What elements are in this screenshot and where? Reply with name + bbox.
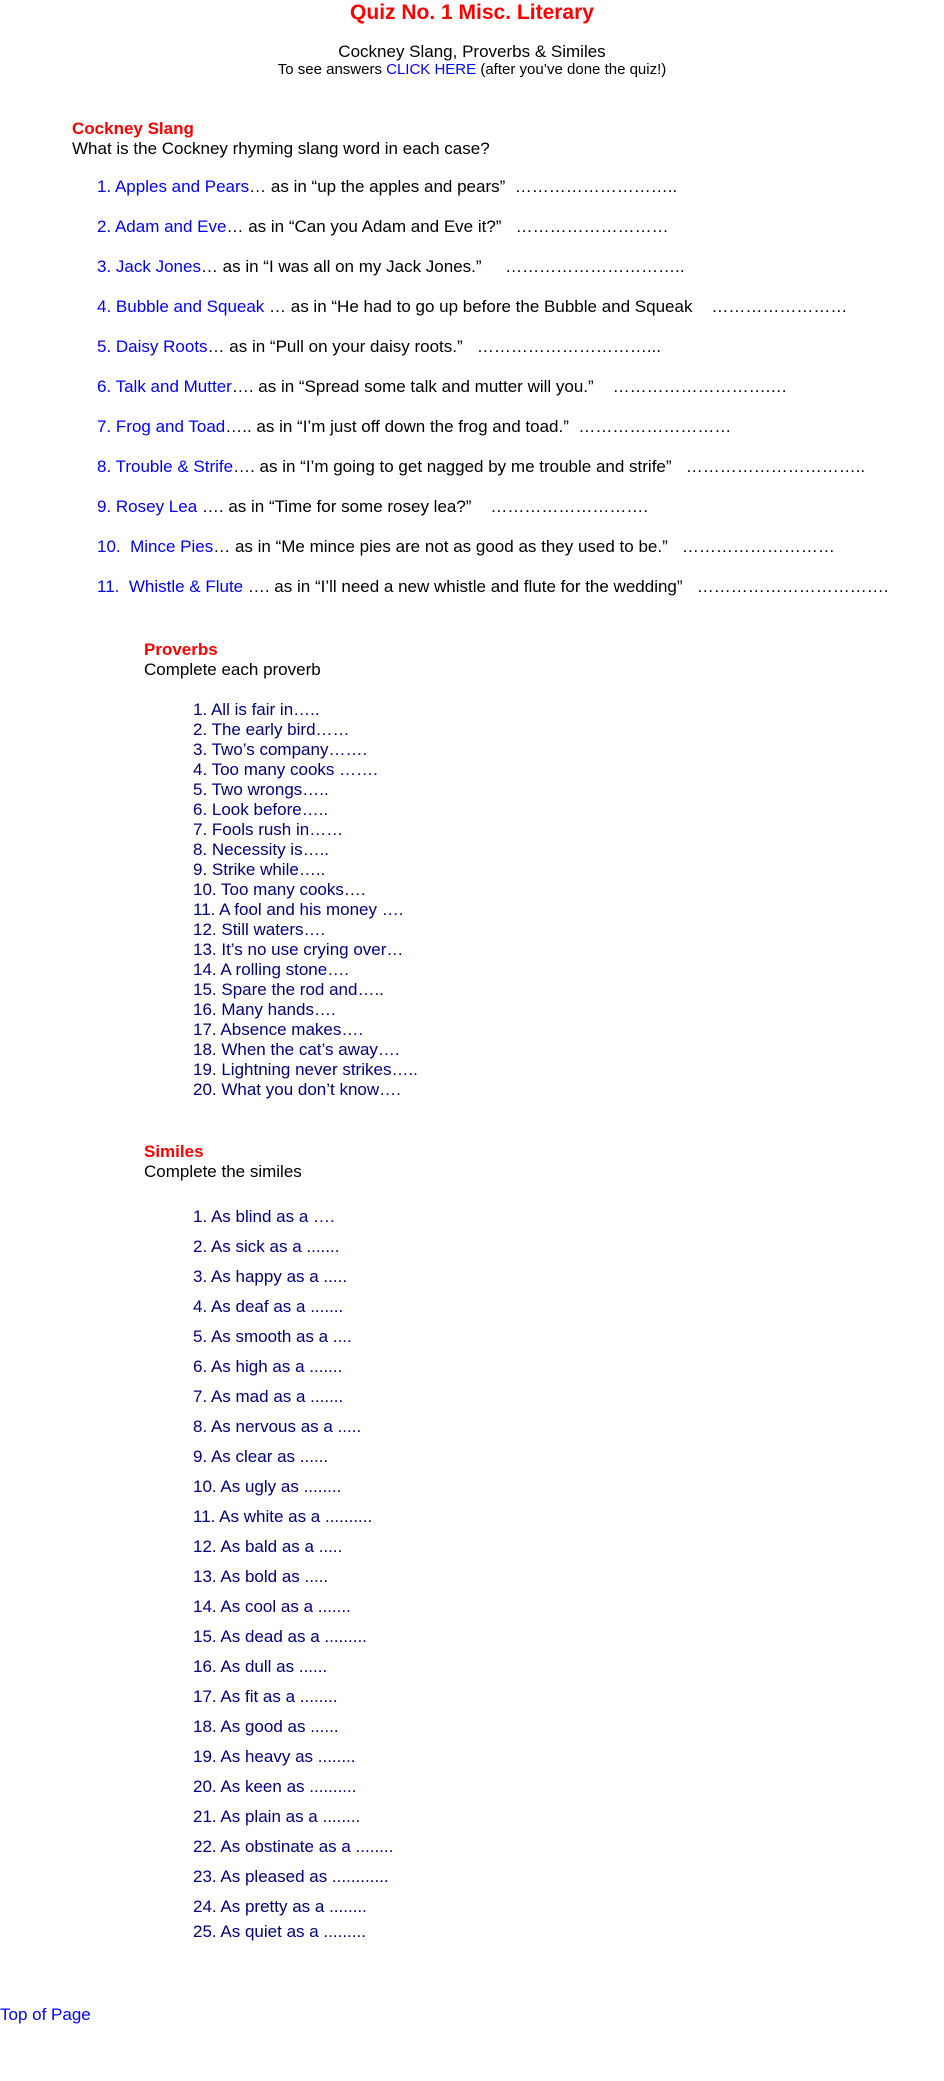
slang-question: … as in “up the apples and pears” ……………………….. bbox=[249, 177, 678, 196]
slang-question: …. as in “I’ll need a new whistle and flute for the wedding” ……………………………. bbox=[243, 577, 889, 596]
list-item: 5. As smooth as a .... bbox=[193, 1327, 352, 1346]
list-item: 11. A fool and his money …. bbox=[193, 900, 404, 919]
list-item: 12. Still waters…. bbox=[193, 920, 326, 939]
proverbs-list bbox=[193, 700, 418, 1100]
list-item: 24. As pretty as a ........ bbox=[193, 1897, 367, 1916]
list-item: 14. A rolling stone…. bbox=[193, 960, 349, 979]
list-item: 12. As bald as a ..... bbox=[193, 1537, 343, 1556]
slang-term: 7. Frog and Toad bbox=[97, 417, 226, 436]
list-item: 16. As dull as ...... bbox=[193, 1657, 328, 1676]
slang-question: …. as in “Time for some rosey lea?” ………………………. bbox=[197, 497, 649, 516]
list-item: 9. Strike while….. bbox=[193, 860, 326, 879]
list-item: 6. As high as a ....... bbox=[193, 1357, 343, 1376]
list-item: 11. As white as a .......... bbox=[193, 1507, 373, 1526]
list-item bbox=[97, 377, 888, 397]
list-item: 1. As blind as a …. bbox=[193, 1207, 335, 1226]
list-item: 15. Spare the rod and….. bbox=[193, 980, 384, 999]
cockney-list bbox=[97, 177, 888, 617]
list-item bbox=[97, 577, 888, 597]
list-item: 23. As pleased as ............ bbox=[193, 1867, 389, 1886]
page-title: Quiz No. 1 Misc. Literary bbox=[350, 1, 594, 24]
cockney-intro: What is the Cockney rhyming slang word in each case? bbox=[72, 139, 490, 158]
list-item: 7. As mad as a ....... bbox=[193, 1387, 344, 1406]
slang-question: … as in “Pull on your daisy roots.” …………………………... bbox=[207, 337, 661, 356]
list-item: 18. As good as ...... bbox=[193, 1717, 339, 1736]
slang-term: 11. Whistle & Flute bbox=[97, 577, 244, 596]
list-item: 5. Two wrongs….. bbox=[193, 780, 329, 799]
list-item: 18. When the cat’s away…. bbox=[193, 1040, 400, 1059]
similes-list bbox=[193, 1207, 393, 1952]
list-item: 19. Lightning never strikes….. bbox=[193, 1060, 418, 1079]
slang-question: …. as in “I’m going to get nagged by me trouble and strife” ………………………….. bbox=[233, 457, 866, 476]
list-item bbox=[97, 297, 888, 317]
list-item bbox=[97, 217, 888, 237]
top-of-page-link[interactable]: Top of Page bbox=[0, 2005, 91, 2024]
list-item: 17. Absence makes…. bbox=[193, 1020, 364, 1039]
slang-term: 5. Daisy Roots bbox=[97, 337, 208, 356]
list-item: 22. As obstinate as a ........ bbox=[193, 1837, 394, 1856]
list-item: 8. Necessity is….. bbox=[193, 840, 330, 859]
list-item: 20. As keen as .......... bbox=[193, 1777, 357, 1796]
list-item bbox=[97, 537, 888, 557]
list-item: 9. As clear as ...... bbox=[193, 1447, 329, 1466]
list-item bbox=[97, 457, 888, 477]
list-item: 20. What you don’t know…. bbox=[193, 1080, 401, 1099]
list-item: 4. As deaf as a ....... bbox=[193, 1297, 344, 1316]
similes-heading: Similes bbox=[144, 1142, 204, 1161]
list-item: 17. As fit as a ........ bbox=[193, 1687, 338, 1706]
list-item: 2. The early bird…… bbox=[193, 720, 350, 739]
answers-link[interactable]: CLICK HERE bbox=[386, 61, 477, 78]
slang-question: ….. as in “I’m just off down the frog and toad.” ……………………… bbox=[225, 417, 732, 436]
slang-term: 6. Talk and Mutter bbox=[97, 377, 232, 396]
answers-suffix: (after you’ve done the quiz!) bbox=[476, 61, 667, 78]
list-item: 25. As quiet as a ......... bbox=[193, 1922, 366, 1941]
list-item: 14. As cool as a ....... bbox=[193, 1597, 351, 1616]
list-item: 4. Too many cooks ……. bbox=[193, 760, 378, 779]
answers-prefix: To see answers bbox=[277, 61, 387, 78]
list-item: 16. Many hands…. bbox=[193, 1000, 336, 1019]
list-item: 3. As happy as a ..... bbox=[193, 1267, 348, 1286]
list-item: 2. As sick as a ....... bbox=[193, 1237, 340, 1256]
slang-term: 2. Adam and Eve bbox=[97, 217, 227, 236]
page-subtitle: Cockney Slang, Proverbs & Similes bbox=[338, 42, 606, 61]
cockney-heading: Cockney Slang bbox=[72, 119, 194, 138]
slang-term: 3. Jack Jones bbox=[97, 257, 201, 276]
list-item: 21. As plain as a ........ bbox=[193, 1807, 361, 1826]
slang-question: …. as in “Spread some talk and mutter will you.” ……………………….… bbox=[231, 377, 788, 396]
proverbs-intro: Complete each proverb bbox=[144, 660, 321, 679]
list-item bbox=[97, 177, 888, 197]
similes-intro: Complete the similes bbox=[144, 1162, 302, 1181]
slang-term: 4. Bubble and Squeak bbox=[97, 297, 265, 316]
list-item: 19. As heavy as ........ bbox=[193, 1747, 356, 1766]
list-item: 1. All is fair in….. bbox=[193, 700, 320, 719]
list-item: 10. Too many cooks…. bbox=[193, 880, 366, 899]
slang-term: 10. Mince Pies bbox=[97, 537, 214, 556]
slang-question: … as in “I was all on my Jack Jones.” ………………………….. bbox=[200, 257, 685, 276]
list-item: 15. As dead as a ......... bbox=[193, 1627, 367, 1646]
slang-question: … as in “Can you Adam and Eve it?” ……………………… bbox=[226, 217, 669, 236]
list-item bbox=[97, 417, 888, 437]
list-item: 8. As nervous as a ..... bbox=[193, 1417, 362, 1436]
list-item: 3. Two’s company……. bbox=[193, 740, 368, 759]
slang-term: 1. Apples and Pears bbox=[97, 177, 250, 196]
list-item: 13. It’s no use crying over… bbox=[193, 940, 404, 959]
slang-question: … as in “Me mince pies are not as good as they used to be.” ……………………… bbox=[213, 537, 835, 556]
list-item bbox=[97, 497, 888, 517]
slang-term: 8. Trouble & Strife bbox=[97, 457, 234, 476]
slang-term: 9. Rosey Lea bbox=[97, 497, 198, 516]
list-item: 13. As bold as ..... bbox=[193, 1567, 329, 1586]
slang-question: … as in “He had to go up before the Bubble and Squeak …………………… bbox=[264, 297, 848, 316]
list-item bbox=[97, 337, 888, 357]
list-item bbox=[97, 257, 888, 277]
list-item: 6. Look before….. bbox=[193, 800, 329, 819]
list-item: 7. Fools rush in…… bbox=[193, 820, 344, 839]
answers-line bbox=[0, 61, 944, 79]
proverbs-heading: Proverbs bbox=[144, 640, 218, 659]
list-item: 10. As ugly as ........ bbox=[193, 1477, 342, 1496]
